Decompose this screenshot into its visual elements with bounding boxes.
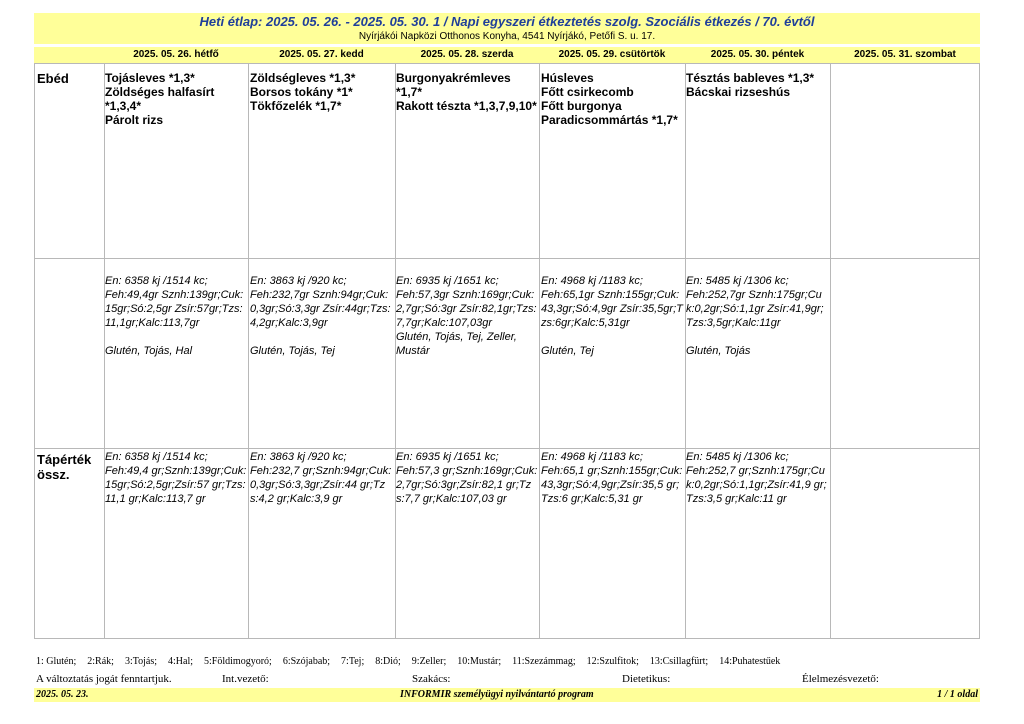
kitchen-address: Nyírjákói Napközi Otthonos Konyha, 4541 Nyírjákó, Petőfi S. u. 17.	[358, 31, 656, 42]
allergen-list: Glutén, Tojás	[686, 345, 751, 357]
nutrition-cell-monday	[105, 274, 248, 358]
nutrient-values: Feh:49,4gr Sznh:139gr;Cuk:15gr;Só:2,5gr Zsír:57gr;Tzs:11,1gr;Kalc:113,7gr	[105, 289, 244, 329]
row-label-lunch: Ebéd	[37, 71, 69, 86]
energy-value: En: 3863 kj /920 kc;	[250, 451, 347, 463]
menu-cell-wednesday	[396, 71, 539, 113]
row-label-totals-line1: Tápérték	[37, 452, 92, 467]
nutrient-values: Feh:49,4 gr;Sznh:139gr;Cuk:15gr;Só:2,5gr;Zsír:57 gr;Tzs:11,1 gr;Kalc:113,7 gr	[105, 465, 247, 505]
menu-item: Borsos tokány *1*	[250, 85, 353, 99]
grid-divider	[34, 448, 980, 449]
legend-item: 14:Puhatestűek	[719, 656, 781, 667]
legend-item: 5:Földimogyoró;	[204, 656, 272, 667]
allergen-list: Glutén, Tej	[541, 345, 594, 357]
nutrient-values: Feh:252,7 gr;Sznh:175gr;Cuk:0,2gr;Só:1,1gr;Zsír:41,9 gr;Tzs:3,5 gr;Kalc:11 gr	[686, 465, 827, 505]
totals-cell-monday	[105, 450, 248, 506]
grid-divider	[539, 63, 540, 639]
menu-title: Heti étlap: 2025. 05. 26. - 2025. 05. 30. 1 / Napi egyszeri étkeztetés szolg. Szociális étkezés / 70. évtől	[199, 14, 815, 29]
menu-item: Főtt burgonya	[541, 99, 622, 113]
energy-value: En: 4968 kj /1183 kc;	[541, 275, 643, 287]
nutrient-values: Feh:57,3 gr;Sznh:169gr;Cuk:2,7gr;Só:3gr;Zsír:82,1 gr;Tzs:7,7 gr;Kalc:107,03 gr	[396, 465, 538, 505]
menu-cell-tuesday	[250, 71, 393, 113]
nutrient-values: Feh:252,7gr Sznh:175gr;Cuk:0,2gr;Só:1,1gr Zsír:41,9gr;Tzs:3,5gr;Kalc:11gr	[686, 289, 824, 329]
nutrient-values: Feh:65,1 gr;Sznh:155gr;Cuk:43,3gr;Só:4,9gr;Zsír:35,5 gr;Tzs:6 gr;Kalc:5,31 gr	[541, 465, 683, 505]
menu-item: Rakott tészta *1,3,7,9,10*	[396, 99, 537, 113]
day-saturday: 2025. 05. 31. szombat	[854, 49, 956, 60]
menu-item: Tojásleves *1,3*	[105, 71, 195, 85]
menu-item: Zöldségleves *1,3*	[250, 71, 356, 85]
nutrition-cell-friday	[686, 274, 829, 358]
totals-cell-friday	[686, 450, 829, 506]
legend-item: 6:Szójabab;	[282, 656, 331, 667]
legend-item: 8:Dió;	[375, 656, 401, 667]
menu-cell-thursday	[541, 71, 684, 127]
legend-item: 11:Szezámmag;	[512, 656, 576, 667]
menu-item: Paradicsommártás *1,7*	[541, 113, 678, 127]
day-wednesday: 2025. 05. 28. szerda	[420, 49, 514, 60]
footer-program: INFORMIR személyügyi nyilvántartó program	[400, 689, 594, 700]
energy-value: En: 6935 kj /1651 kc;	[396, 451, 499, 463]
legend-item: 2:Rák;	[87, 656, 114, 667]
grid-divider	[248, 63, 249, 639]
legend-item: 7:Tej;	[341, 656, 365, 667]
day-tuesday: 2025. 05. 27. kedd	[279, 49, 364, 60]
menu-cell-monday	[105, 71, 248, 127]
energy-value: En: 6935 kj /1651 kc;	[396, 275, 499, 287]
nutrient-values: Feh:57,3gr Sznh:169gr;Cuk:2,7gr;Só:3gr Zsír:82,1gr;Tzs:7,7gr;Kalc:107,03gr	[396, 289, 537, 329]
signature-szakacs: Szakács:	[412, 673, 451, 685]
signature-elelmezesvezeto: Élelmezésvezető:	[802, 673, 879, 685]
nutrition-cell-thursday	[541, 274, 684, 358]
energy-value: En: 3863 kj /920 kc;	[250, 275, 347, 287]
day-thursday: 2025. 05. 29. csütörtök	[558, 49, 666, 60]
footer-date: 2025. 05. 23.	[36, 689, 89, 700]
grid-divider	[830, 63, 831, 639]
menu-header	[34, 13, 980, 44]
totals-cell-wednesday	[396, 450, 539, 506]
day-monday: 2025. 05. 26. hétfő	[133, 49, 219, 60]
menu-item: Húsleves	[541, 71, 594, 85]
signature-int-vezeto: Int.vezető:	[222, 673, 269, 685]
nutrient-values: Feh:232,7 gr;Sznh:94gr;Cuk:0,3gr;Só:3,3gr;Zsír:44 gr;Tzs:4,2 gr;Kalc:3,9 gr	[250, 465, 392, 505]
energy-value: En: 4968 kj /1183 kc;	[541, 451, 643, 463]
menu-item: Tökfőzelék *1,7*	[250, 99, 342, 113]
row-label-totals-line2: össz.	[37, 467, 70, 482]
allergen-list: Glutén, Tojás, Tej	[250, 345, 335, 357]
menu-item: Bácskai rizseshús	[686, 85, 791, 99]
legend-item: 10:Mustár;	[457, 656, 502, 667]
day-header-row	[34, 47, 980, 63]
allergen-list: Glutén, Tojás, Hal	[105, 345, 193, 357]
totals-cell-thursday	[541, 450, 684, 506]
nutrient-values: Feh:65,1gr Sznh:155gr;Cuk:43,3gr;Só:4,9gr Zsír:35,5gr;Tzs:6gr;Kalc:5,31gr	[541, 289, 683, 329]
grid-divider	[34, 258, 980, 259]
day-friday: 2025. 05. 30. péntek	[710, 49, 805, 60]
menu-item: Zöldséges halfasírt *1,3,4*	[105, 85, 215, 113]
menu-item: Burgonyakrémleves *1,7*	[396, 71, 511, 99]
footer-page-number: 1 / 1 oldal	[937, 689, 978, 700]
page-footer	[34, 688, 980, 702]
menu-item: Párolt rizs	[105, 113, 164, 127]
energy-value: En: 6358 kj /1514 kc;	[105, 275, 208, 287]
legend-item: 13:Csillagfürt;	[649, 656, 709, 667]
energy-value: En: 5485 kj /1306 kc;	[686, 275, 789, 287]
energy-value: En: 5485 kj /1306 kc;	[686, 451, 789, 463]
legend-item: 12:Szulfitok;	[586, 656, 639, 667]
nutrient-values: Feh:232,7gr Sznh:94gr;Cuk:0,3gr;Só:3,3gr Zsír:44gr;Tzs:4,2gr;Kalc:3,9gr	[250, 289, 391, 329]
totals-cell-tuesday	[250, 450, 393, 506]
nutrition-cell-wednesday	[396, 274, 539, 358]
legend-item: 3:Tojás;	[124, 656, 158, 667]
row-label-totals	[37, 452, 91, 482]
menu-cell-friday	[686, 71, 829, 99]
allergen-list: Glutén, Tojás, Tej, Zeller, Mustár	[396, 331, 517, 357]
menu-item: Tésztás bableves *1,3*	[686, 71, 815, 85]
energy-value: En: 6358 kj /1514 kc;	[105, 451, 208, 463]
legend-item: 9:Zeller;	[411, 656, 447, 667]
legend-item: 4:Hal;	[168, 656, 194, 667]
nutrition-cell-tuesday	[250, 274, 393, 358]
menu-item: Főtt csirkecomb	[541, 85, 634, 99]
legend-item: 1: Glutén;	[36, 656, 77, 667]
signature-dietetikus: Dietetikus:	[622, 673, 671, 685]
rights-notice: A változtatás jogát fenntartjuk.	[36, 673, 172, 685]
allergen-legend	[36, 656, 791, 667]
